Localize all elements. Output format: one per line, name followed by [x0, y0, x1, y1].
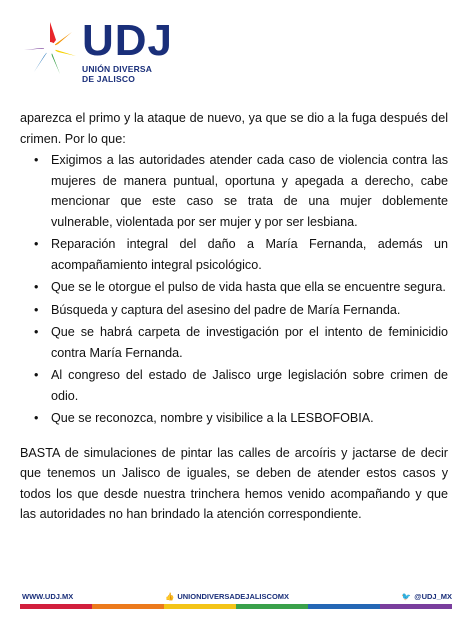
- list-item-text: Reparación integral del daño a María Fernanda, además un acompañamiento integral psicológico.: [51, 237, 448, 272]
- list-item: [20, 365, 448, 406]
- list-item: [20, 150, 448, 232]
- bullet-icon: •: [34, 280, 39, 294]
- rainbow-stripe: [20, 604, 452, 609]
- intro-paragraph: aparezca el primo y la ataque de nuevo, ya que se dio a la fuga después del crimen. Por lo que:: [20, 111, 448, 146]
- bullet-icon: •: [34, 325, 39, 339]
- twitter-link[interactable]: [402, 592, 452, 601]
- list-item: [20, 277, 448, 298]
- stripe-segment: [92, 604, 164, 609]
- list-item-text: Exigimos a las autoridades atender cada caso de violencia contra las mujeres de manera puntual, oportuna y apegada a derecho, cabe mencionar que este caso se trata de una mujer doblemente vulnerable, violentada por ser mujer y por ser lesbiana.: [51, 153, 448, 229]
- list-item-text: Que se reconozca, nombre y visibilice a la LESBOFOBIA.: [51, 411, 374, 425]
- stripe-segment: [236, 604, 308, 609]
- bullet-icon: •: [34, 153, 39, 167]
- thumbs-up-icon: 👍: [165, 592, 175, 601]
- list-item: [20, 300, 448, 321]
- bullet-icon: •: [34, 302, 39, 317]
- document-body: [20, 108, 448, 525]
- twitter-bird-icon: 🐦: [401, 592, 412, 601]
- facebook-handle: UNIONDIVERSADEJALISCOMX: [177, 592, 290, 601]
- closing-paragraph: BASTA de simulaciones de pintar las calles de arcoíris y jactarse de decir que tenemos un Jalisco de iguales, se deben de atender estos casos y todos los que desde nuestra trinchera hemos venido acompañando y que las autoridades no han brindado la atención correspondiente.: [20, 445, 448, 521]
- list-item-text: Que se le otorgue el pulso de vida hasta que ella se encuentre segura.: [51, 280, 446, 294]
- list-item: [20, 234, 448, 275]
- list-item-text: Al congreso del estado de Jalisco urge legislación sobre crimen de odio.: [51, 368, 448, 403]
- stripe-segment: [164, 604, 236, 609]
- list-item-text: Que se habrá carpeta de investigación por el intento de feminicidio contra María Fernanda.: [51, 325, 448, 360]
- bullet-icon: •: [34, 237, 39, 251]
- logo-acronym: UDJ: [82, 16, 174, 65]
- stripe-segment: [308, 604, 380, 609]
- list-item: [20, 322, 448, 363]
- logo-name-line-2: DE JALISCO: [82, 74, 136, 84]
- bullet-icon: •: [34, 411, 39, 425]
- letterhead: [20, 18, 220, 88]
- logo-name-line-1: UNIÓN DIVERSA: [82, 64, 153, 74]
- footer: [20, 592, 452, 604]
- list-item-text: Búsqueda y captura del asesino del padre de María Fernanda.: [51, 302, 401, 317]
- udj-logo-icon: [20, 18, 80, 78]
- demands-list: [20, 150, 448, 429]
- list-item: [20, 408, 448, 429]
- logo-wordmark: [82, 18, 173, 84]
- stripe-segment: [20, 604, 92, 609]
- stripe-segment: [380, 604, 452, 609]
- bullet-icon: •: [34, 368, 39, 382]
- website-link[interactable]: WWW.UDJ.MX: [22, 592, 74, 601]
- twitter-handle: @UDJ_MX: [414, 592, 452, 601]
- facebook-link[interactable]: [165, 592, 289, 601]
